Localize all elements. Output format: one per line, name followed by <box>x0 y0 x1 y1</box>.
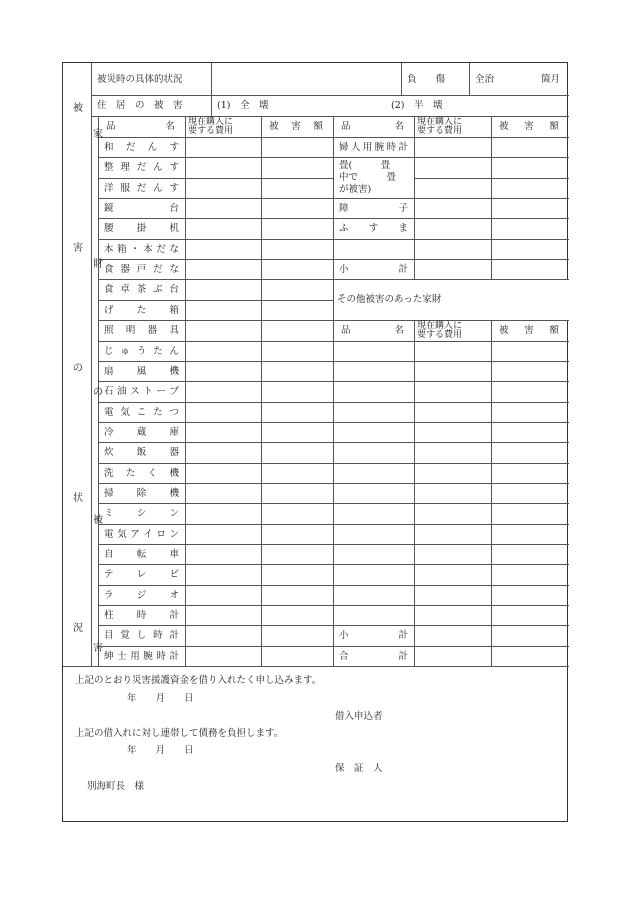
guarantee-date: 年 月 日 <box>127 745 194 756</box>
treatment-label: 全治 <box>475 74 495 85</box>
table-row-line <box>333 442 569 443</box>
side-label-char: の <box>73 363 83 374</box>
treatment-divider <box>469 63 470 95</box>
side-label-char: 被 <box>93 515 103 526</box>
side-label-char: 害 <box>93 643 103 654</box>
total-label: 合 計 <box>339 650 408 662</box>
period-unit: 箇月 <box>541 74 561 85</box>
table-row-line <box>333 422 569 423</box>
household-item-label: 石 油 ス ト ー ブ <box>104 386 179 398</box>
right-cost-header: 現在購入に <box>417 117 463 127</box>
subtotal-label: 小 計 <box>339 264 408 276</box>
other-item-header: 品 名 <box>341 325 404 337</box>
table-row-line <box>333 137 569 138</box>
right-damage-header: 被 害 額 <box>499 121 559 132</box>
table-row-line <box>333 544 569 545</box>
left-cost-header: 要する費用 <box>188 126 234 136</box>
household-item-label: 整 理 だ ん す <box>104 162 179 174</box>
side-label-char: 家 <box>93 129 103 140</box>
side-label-char: 被 <box>73 103 83 114</box>
table-row-line <box>98 564 333 565</box>
household-item-label: 洗 た く 機 <box>104 467 179 479</box>
household-item-label: 照 明 器 具 <box>104 325 179 337</box>
table-row-line <box>98 157 333 158</box>
table-row-line <box>333 503 569 504</box>
table-row-line <box>98 300 333 301</box>
household-item-label: げ た 箱 <box>104 304 179 316</box>
table-row-line <box>98 320 333 321</box>
left-cost-header: 現在購入に <box>188 117 234 127</box>
table-row-line <box>333 605 569 606</box>
table-row-line <box>98 239 333 240</box>
table-row-line <box>98 198 333 199</box>
table-row-line <box>98 646 333 647</box>
table-row-line <box>414 178 569 179</box>
table-row-line <box>98 341 333 342</box>
table-row-line <box>333 341 569 342</box>
household-item-label: じ ゅ う た ん <box>104 345 179 357</box>
table-row-line <box>98 381 333 382</box>
footer-divider <box>63 666 569 667</box>
tatami-label: 中で 畳 <box>339 172 397 184</box>
table-row-line <box>98 178 333 179</box>
dwelling-divider <box>211 95 212 116</box>
situation-divider <box>211 63 212 95</box>
table-row-line <box>333 564 569 565</box>
table-row-line <box>98 585 333 586</box>
household-item-label: 食 器 戸 だ な <box>104 264 179 276</box>
household-item-label: 柱 時 計 <box>104 610 179 622</box>
side-label-char: 害 <box>73 243 83 254</box>
other-cost-header: 要する費用 <box>417 330 463 341</box>
dwelling-row-divider <box>91 116 569 117</box>
loan-application-form <box>62 62 568 822</box>
household-item-label: 扇 風 機 <box>104 365 179 377</box>
table-row-line <box>98 259 333 260</box>
left-item-header: 品 名 <box>106 121 175 132</box>
table-row-line <box>98 605 333 606</box>
table-row-line <box>333 402 569 403</box>
tatami-label: が被害) <box>339 184 372 196</box>
table-row-line <box>98 483 333 484</box>
table-row-line <box>98 625 333 626</box>
table-row-line <box>333 198 569 199</box>
tatami-label: 畳( 畳 <box>339 160 391 172</box>
table-row-line <box>333 524 569 525</box>
shoji-label: 障 子 <box>339 203 408 215</box>
table-row-line <box>98 544 333 545</box>
household-item-label: 目 覚 し 時 計 <box>104 630 179 642</box>
household-item-label: 掃 除 機 <box>104 487 179 499</box>
table-row-line <box>98 361 333 362</box>
household-item-label: 洋 服 だ ん す <box>104 182 179 194</box>
table-row-line <box>333 259 569 260</box>
table-row-line <box>333 239 569 240</box>
table-row-line <box>98 524 333 525</box>
table-row-line <box>98 442 333 443</box>
household-item-label: 本 箱 ・ 本 だ な <box>104 243 179 255</box>
dwelling-label: 住 居 の 被 害 <box>97 100 183 111</box>
table-row-line <box>333 157 569 158</box>
table-row-line <box>98 402 333 403</box>
household-item-label: ラ ジ オ <box>104 589 179 601</box>
table-row-line <box>333 483 569 484</box>
addressee-label: 別海町長 様 <box>87 781 145 792</box>
table-row-line <box>98 503 333 504</box>
table-row-line <box>98 279 333 280</box>
guarantee-statement: 上記の借入れに対し連帯して債務を負担します。 <box>75 728 284 739</box>
header-row-divider <box>91 95 569 96</box>
application-statement: 上記のとおり災害援護資金を借り入れたく申し込みます。 <box>75 675 322 686</box>
household-item-label: ミ シ ン <box>104 508 179 520</box>
household-item-label: 鏡 台 <box>104 203 179 215</box>
household-item-label: 炊 飯 器 <box>104 447 179 459</box>
household-item-label: テ レ ビ <box>104 569 179 581</box>
table-row-line <box>98 422 333 423</box>
injury-divider <box>401 63 402 95</box>
table-row-line <box>333 463 569 464</box>
right-item-header: 品 名 <box>341 121 404 132</box>
injury-label: 負 傷 <box>407 74 446 85</box>
household-item-label: 和 だ ん す <box>104 142 179 153</box>
table-row-line <box>98 463 333 464</box>
household-item-label: 自 転 車 <box>104 549 179 560</box>
other-damage-header: 被 害 額 <box>499 325 559 337</box>
left-damage-header: 被 害 額 <box>269 121 323 132</box>
table-row-line <box>98 218 333 219</box>
subtotal-label: 小 計 <box>339 630 408 642</box>
applicant-label: 借入申込者 <box>335 711 383 722</box>
household-item-label: 冷 蔵 庫 <box>104 426 179 438</box>
table-row-line <box>333 218 569 219</box>
outer-label-column-line <box>91 63 92 666</box>
household-item-label: 腰 掛 机 <box>104 223 179 235</box>
side-label-char: の <box>93 387 103 398</box>
household-item-label: 電 気 ア イ ロ ン <box>104 528 179 540</box>
right-cost-header: 要する費用 <box>417 126 463 136</box>
side-label-char: 況 <box>73 623 83 634</box>
household-item-label: 食 卓 茶 ぶ 台 <box>104 284 179 296</box>
womens-watch-label: 婦 人 用 腕 時 計 <box>339 142 408 153</box>
household-item-label: 電 気 こ た つ <box>104 406 179 418</box>
side-label-char: 状 <box>73 493 83 504</box>
household-item-label: 紳 士 用 腕 時 計 <box>104 650 179 662</box>
guarantor-label: 保 証 人 <box>335 763 383 774</box>
dwelling-option-half: (2) 半 壊 <box>391 100 443 111</box>
dwelling-option-full: (1) 全 壊 <box>217 100 269 111</box>
other-cost-header: 現在購入に <box>417 321 463 332</box>
table-row-line <box>333 361 569 362</box>
table-row-line <box>98 137 333 138</box>
table-row-line <box>333 381 569 382</box>
side-label-char: 財 <box>93 259 103 270</box>
application-date: 年 月 日 <box>127 693 194 704</box>
table-row-line <box>333 646 569 647</box>
table-row-line <box>333 625 569 626</box>
situation-label: 被災時の具体的状況 <box>97 74 183 85</box>
other-items-caption: その他被害のあった家財 <box>337 294 442 306</box>
table-row-line <box>333 585 569 586</box>
fusuma-label: ふ す ま <box>339 223 408 235</box>
